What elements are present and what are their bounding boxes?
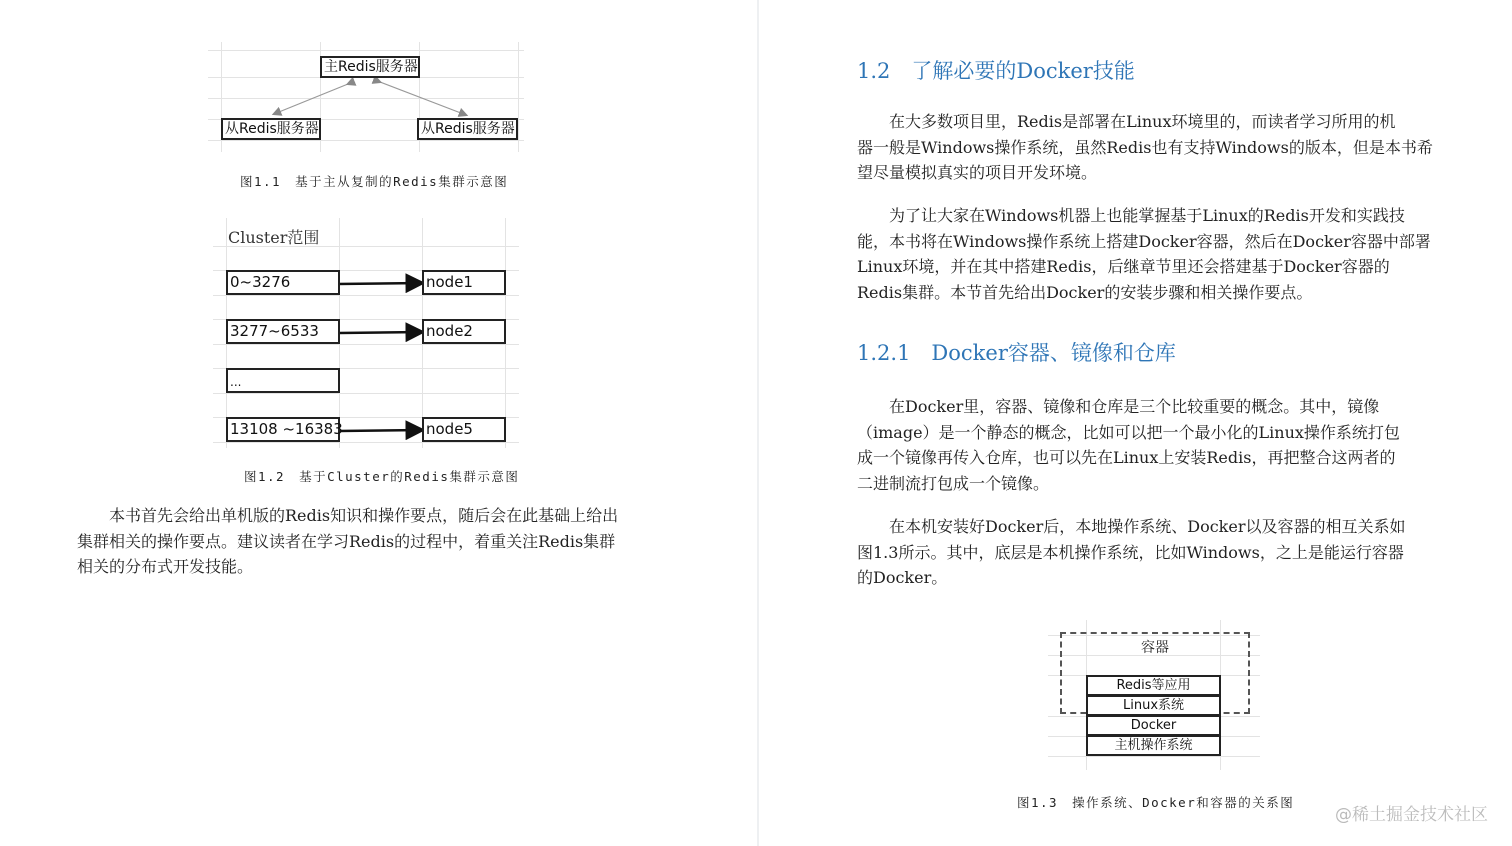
figure-1-3-caption: 图1.3 操作系统、Docker和容器的关系图	[1017, 795, 1295, 810]
watermark: @稀土掘金技术社区	[1335, 805, 1488, 825]
slot-range-box: ...	[226, 368, 340, 393]
container-label: 容器	[1141, 640, 1169, 656]
paragraph-3: 在Docker里，容器、镜像和仓库是三个比较重要的概念。其中，镜像 （image）是一个静态的概念，比如可以把一个最小化的Linux操作系统打包 成一个镜像再传入仓库，也可以先在Linux上安装Redis，再把整合这两者的 二进制流打包成一个镜像。	[857, 397, 1400, 494]
slot-range-box: 3277~6533	[226, 319, 340, 344]
left-paragraph: 本书首先会给出单机版的Redis知识和操作要点，随后会在此基础上给出 集群相关的操作要点。建议读者在学习Redis的过程中，着重关注Redis集群 相关的分布式开发技能。	[77, 506, 619, 577]
layer-apps: Redis等应用	[1086, 675, 1221, 696]
figure-cluster	[213, 218, 519, 448]
layer-docker: Docker	[1086, 715, 1221, 736]
figure-1-2-caption: 图1.2 基于Cluster的Redis集群示意图	[244, 469, 520, 484]
page-divider	[757, 0, 759, 846]
slave-server-box-right: 从Redis服务器	[417, 118, 518, 140]
section-heading-1-2: 1.2 了解必要的Docker技能	[857, 59, 1135, 83]
slot-range-box: 0~3276	[226, 270, 340, 295]
slave-server-box-left: 从Redis服务器	[221, 118, 321, 140]
layer-host-os: 主机操作系统	[1086, 735, 1221, 756]
node-box: node1	[422, 270, 506, 295]
paragraph-1: 在大多数项目里，Redis是部署在Linux环境里的，而读者学习所用的机 器一般是Windows操作系统，虽然Redis也有支持Windows的版本，但是本书希 望尽量模拟真实的项目开发环境。	[857, 112, 1433, 183]
figure-master-slave	[208, 42, 524, 152]
section-heading-1-2-1: 1.2.1 Docker容器、镜像和仓库	[857, 341, 1176, 365]
node-box: node5	[422, 417, 506, 442]
figure-1-1-caption: 图1.1 基于主从复制的Redis集群示意图	[240, 174, 509, 189]
figure-docker-layers	[1048, 620, 1260, 770]
master-server-box: 主Redis服务器	[320, 56, 420, 78]
paragraph-4: 在本机安装好Docker后，本地操作系统、Docker以及容器的相互关系如 图1.3所示。其中，底层是本机操作系统，比如Windows，之上是能运行容器 的Docker。	[857, 517, 1406, 588]
cluster-title: Cluster范围	[228, 228, 320, 247]
slot-range-box: 13108 ~16383	[226, 417, 340, 442]
node-box: node2	[422, 319, 506, 344]
paragraph-2: 为了让大家在Windows机器上也能掌握基于Linux的Redis开发和实践技 能，本书将在Windows操作系统上搭建Docker容器，然后在Docker容器中部署 Linux环境，并在其中搭建Redis，后继章节里还会搭建基于Docker容器的 Redis集群。本节首先给出Docker的安装步骤和相关操作要点。	[857, 206, 1431, 303]
layer-linux: Linux系统	[1086, 695, 1221, 716]
